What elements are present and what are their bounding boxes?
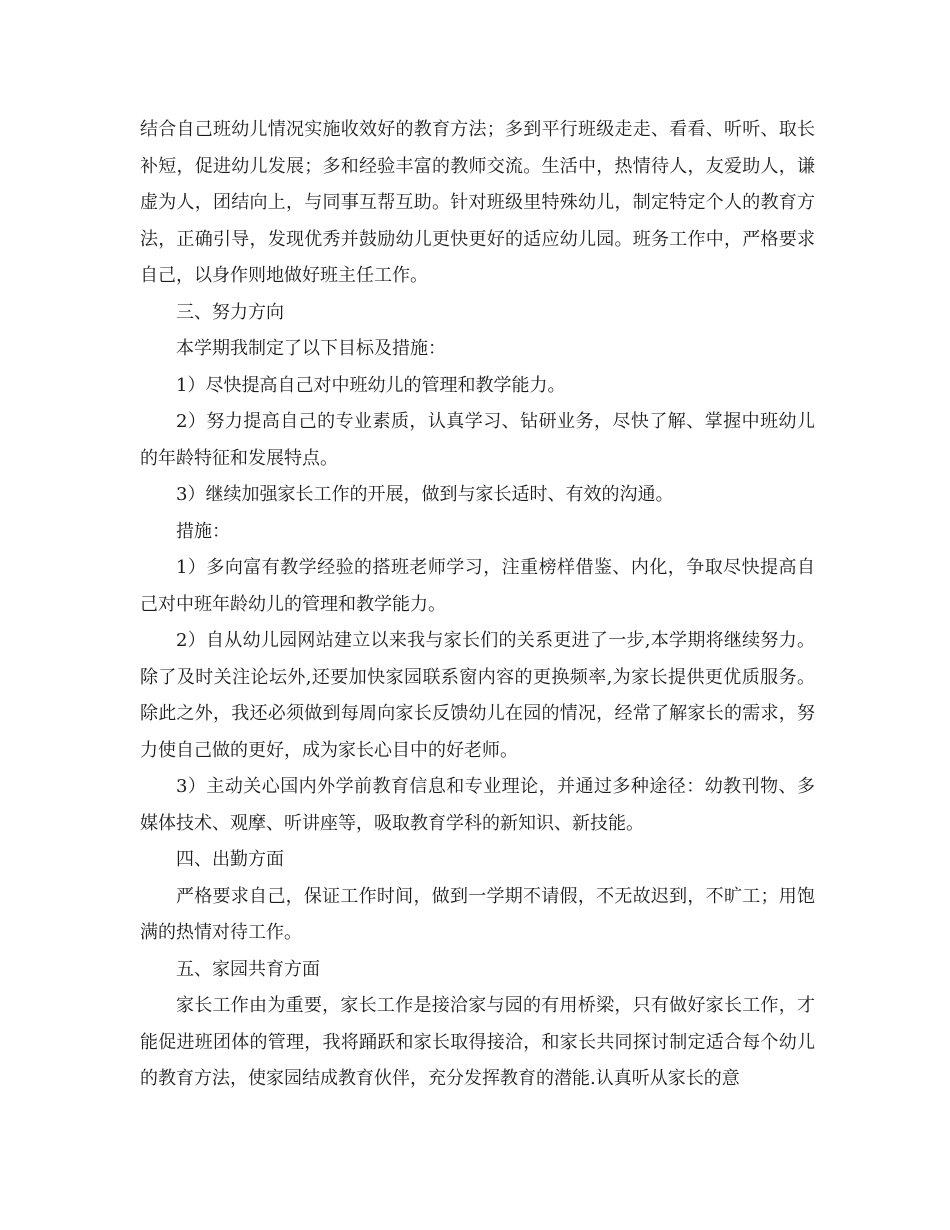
section-heading-3: 三、努力方向 xyxy=(176,301,284,323)
paragraph-intro-goals: 本学期我制定了以下目标及措施： xyxy=(176,338,446,359)
paragraph-home-school: 家长工作由为重要，家长工作是接洽家与园的有用桥梁，只有做好家长工作，才能促进班团体的管理，我将踊跃和家长取得接洽，和家长共同探讨制定适合每个幼儿的教育方法，使家园结成教育伙伴，充分发挥教育的潜能.认真听从家长的意 xyxy=(140,995,815,1089)
measure-item-1: 1）多向富有教学经验的搭班老师学习，注重榜样借鉴、内化，争取尽快提高自己对中班年龄幼儿的管理和教学能力。 xyxy=(140,557,815,615)
goal-item-2: 2）努力提高自己的专业素质，认真学习、钻研业务，尽快了解、掌握中班幼儿的年龄特征和发展特点。 xyxy=(140,411,815,469)
goal-item-1: 1）尽快提高自己对中班幼儿的管理和教学能力。 xyxy=(176,374,566,396)
measure-item-3: 3）主动关心国内外学前教育信息和专业理论，并通过多种途径：幼教刊物、多媒体技术、观摩、听讲座等，吸取教育学科的新知识、新技能。 xyxy=(140,776,815,834)
section-heading-5: 五、家园共育方面 xyxy=(176,958,320,980)
document-body xyxy=(140,112,815,1098)
measure-item-2: 2）自从幼儿园网站建立以来我与家长们的关系更进了一步,本学期将继续努力。除了及时关注论坛外,还要加快家园联系窗内容的更换频率,为家长提供更优质服务。除此之外，我还必须做到每周向家长反馈幼儿在园的情况，经常了解家长的需求，努力使自己做的更好，成为家长心目中的好老师。 xyxy=(140,630,815,761)
paragraph-attendance: 严格要求自己，保证工作时间，做到一学期不请假，不无故迟到，不旷工；用饱满的热情对待工作。 xyxy=(140,885,815,943)
section-heading-4: 四、出勤方面 xyxy=(176,849,284,870)
measures-heading: 措施： xyxy=(176,520,230,542)
goal-item-3: 3）继续加强家长工作的开展，做到与家长适时、有效的沟通。 xyxy=(176,484,674,505)
paragraph-continued: 结合自己班幼儿情况实施收效好的教育方法；多到平行班级走走、看看、听听、取长补短，促进幼儿发展；多和经验丰富的教师交流。生活中，热情待人，友爱助人，谦虚为人，团结向上，与同事互帮互助。针对班级里特殊幼儿，制定特定个人的教育方法，正确引导，发现优秀并鼓励幼儿更快更好的适应幼儿园。班务工作中，严格要求自己，以身作则地做好班主任工作。 xyxy=(140,119,815,286)
